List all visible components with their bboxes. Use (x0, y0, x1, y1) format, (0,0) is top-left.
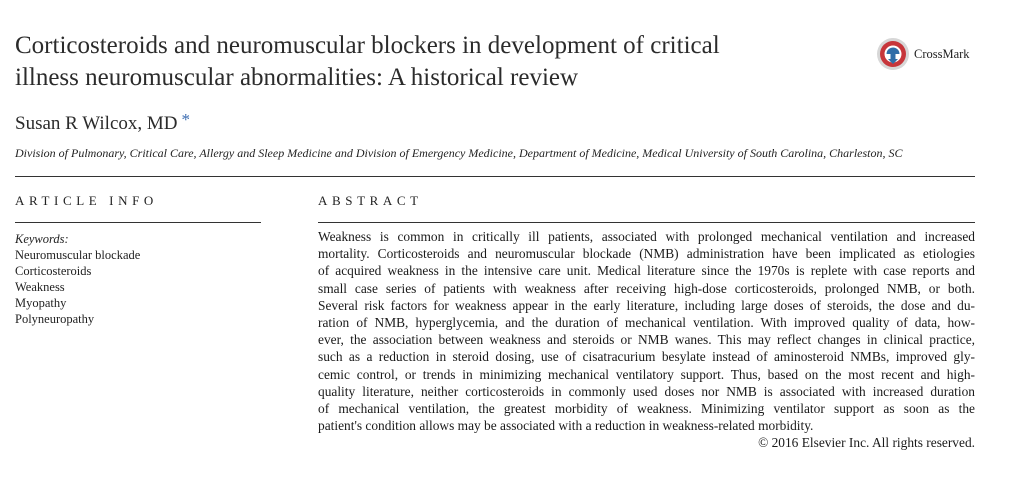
keywords-block (15, 231, 140, 327)
article-info-divider (15, 222, 261, 223)
article-info-heading: ARTICLE INFO (15, 193, 158, 208)
keywords-list (15, 247, 140, 327)
keyword-item: Polyneuropathy (15, 312, 95, 326)
abstract-line: mortality. Corticosteroids and neuromuscular blockade (NMB) administration have been implicated as etiologies (318, 246, 975, 262)
abstract-text (318, 228, 975, 452)
copyright-notice: © 2016 Elsevier Inc. All rights reserved. (758, 435, 975, 451)
keywords-label: Keywords: (15, 232, 69, 246)
keyword-item: Corticosteroids (15, 264, 92, 278)
keyword-item: Myopathy (15, 296, 67, 310)
article-title (15, 30, 845, 94)
keyword-item: Neuromuscular blockade (15, 248, 141, 262)
abstract-line: ever, the association between weakness and steroids or NMB wanes. This may reflect changes in clinical practice, (318, 332, 975, 348)
crossmark-label: CrossMark (914, 46, 970, 61)
abstract-divider (318, 222, 975, 223)
abstract-line: small case series of patients with weakness after receiving high-dose corticosteroids, prolonged NMB, or both. (318, 280, 975, 296)
abstract-line: Weakness is common in critically ill patients, associated with prolonged mechanical ventilation and increased (318, 229, 975, 244)
keyword-item: Weakness (15, 280, 65, 294)
crossmark-icon (876, 37, 910, 71)
abstract-line: of mechanical ventilation, the greatest morbidity of weakness. Minimizing ventilator support as soon as the (318, 401, 975, 417)
crossmark-badge[interactable] (876, 37, 970, 71)
article-title-line: illness neuromuscular abnormalities: A historical review (15, 64, 579, 91)
abstract-line: of acquired weakness in the intensive care unit. Medical literature since the 1970s is replete with case reports and (318, 263, 975, 279)
abstract-line: patient's condition allows may be associated with a reduction in weakness-related morbidity. (318, 418, 814, 434)
article-title-line: Corticosteroids and neuromuscular blockers in development of critical (15, 32, 720, 59)
abstract-heading: ABSTRACT (318, 193, 423, 208)
author-name: Susan R Wilcox, MD (15, 113, 178, 134)
abstract-line: Several risk factors for weakness appear in the early literature, including large doses of steroids, the dose and du- (318, 297, 975, 313)
affiliation: Division of Pulmonary, Critical Care, Allergy and Sleep Medicine and Division of Emergency Medicine, Department of Medicine, Medical University of South Carolina, Charleston, SC (15, 146, 903, 160)
abstract-line: such as a reduction in steroid dosing, use of cisatracurium besylate instead of aminosteroid NMBs, improved gly- (318, 349, 975, 365)
author-line (15, 108, 190, 136)
abstract-line: quality literature, neither corticosteroids in commonly used doses nor NMB is associated with increased duration (318, 383, 975, 399)
abstract-line: cemic control, or trends in minimizing mechanical ventilatory support. Thus, based on the most recent and high- (318, 366, 975, 382)
header-divider (15, 176, 975, 177)
author-footnote-mark[interactable]: * (181, 110, 191, 129)
abstract-line: ration of NMB, hyperglycemia, and the duration of mechanical ventilation. With improved quality of data, how- (318, 315, 975, 331)
